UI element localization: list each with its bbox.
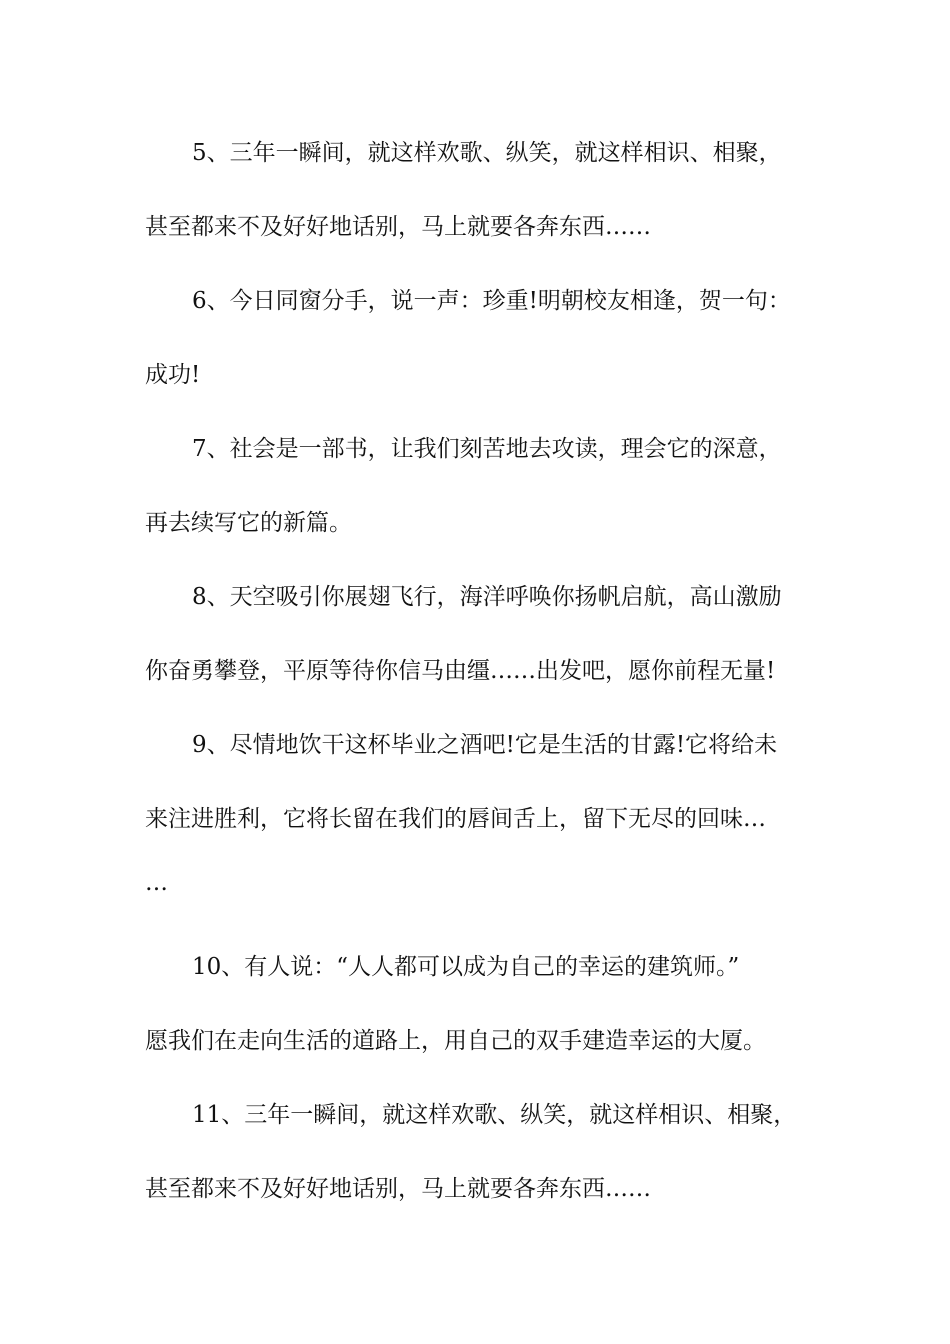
paragraph-11-line-1: 11、三年一瞬间，就这样欢歌、纵笑，就这样相识、相聚， (192, 1102, 797, 1128)
paragraph-7-line-1: 7、社会是一部书，让我们刻苦地去攻读，理会它的深意， (192, 436, 782, 462)
paragraph-9-line-1: 9、尽情地饮干这杯毕业之酒吧!它是生活的甘露!它将给未 (192, 732, 778, 758)
paragraph-10-line-1: 10、有人说：“人人都可以成为自己的幸运的建筑师。” (192, 954, 740, 980)
paragraph-8-line-1: 8、天空吸引你展翅飞行，海洋呼唤你扬帆启航，高山激励 (192, 584, 782, 610)
paragraph-6-line-2: 成功! (145, 362, 201, 388)
paragraph-9-line-3: … (145, 870, 168, 896)
paragraph-6-line-1: 6、今日同窗分手，说一声：珍重!明朝校友相逢，贺一句： (192, 288, 791, 314)
paragraph-9-line-2: 来注进胜利，它将长留在我们的唇间舌上，留下无尽的回味… (145, 806, 766, 832)
paragraph-5-line-1: 5、三年一瞬间，就这样欢歌、纵笑，就这样相识、相聚， (192, 140, 782, 166)
paragraph-8-line-2: 你奋勇攀登，平原等待你信马由缰……出发吧，愿你前程无量! (145, 658, 776, 684)
paragraph-5-line-2: 甚至都来不及好好地话别，马上就要各奔东西…… (145, 214, 651, 240)
paragraph-11-line-2: 甚至都来不及好好地话别，马上就要各奔东西…… (145, 1176, 651, 1202)
paragraph-7-line-2: 再去续写它的新篇。 (145, 510, 352, 536)
paragraph-10-line-2: 愿我们在走向生活的道路上，用自己的双手建造幸运的大厦。 (145, 1028, 766, 1054)
